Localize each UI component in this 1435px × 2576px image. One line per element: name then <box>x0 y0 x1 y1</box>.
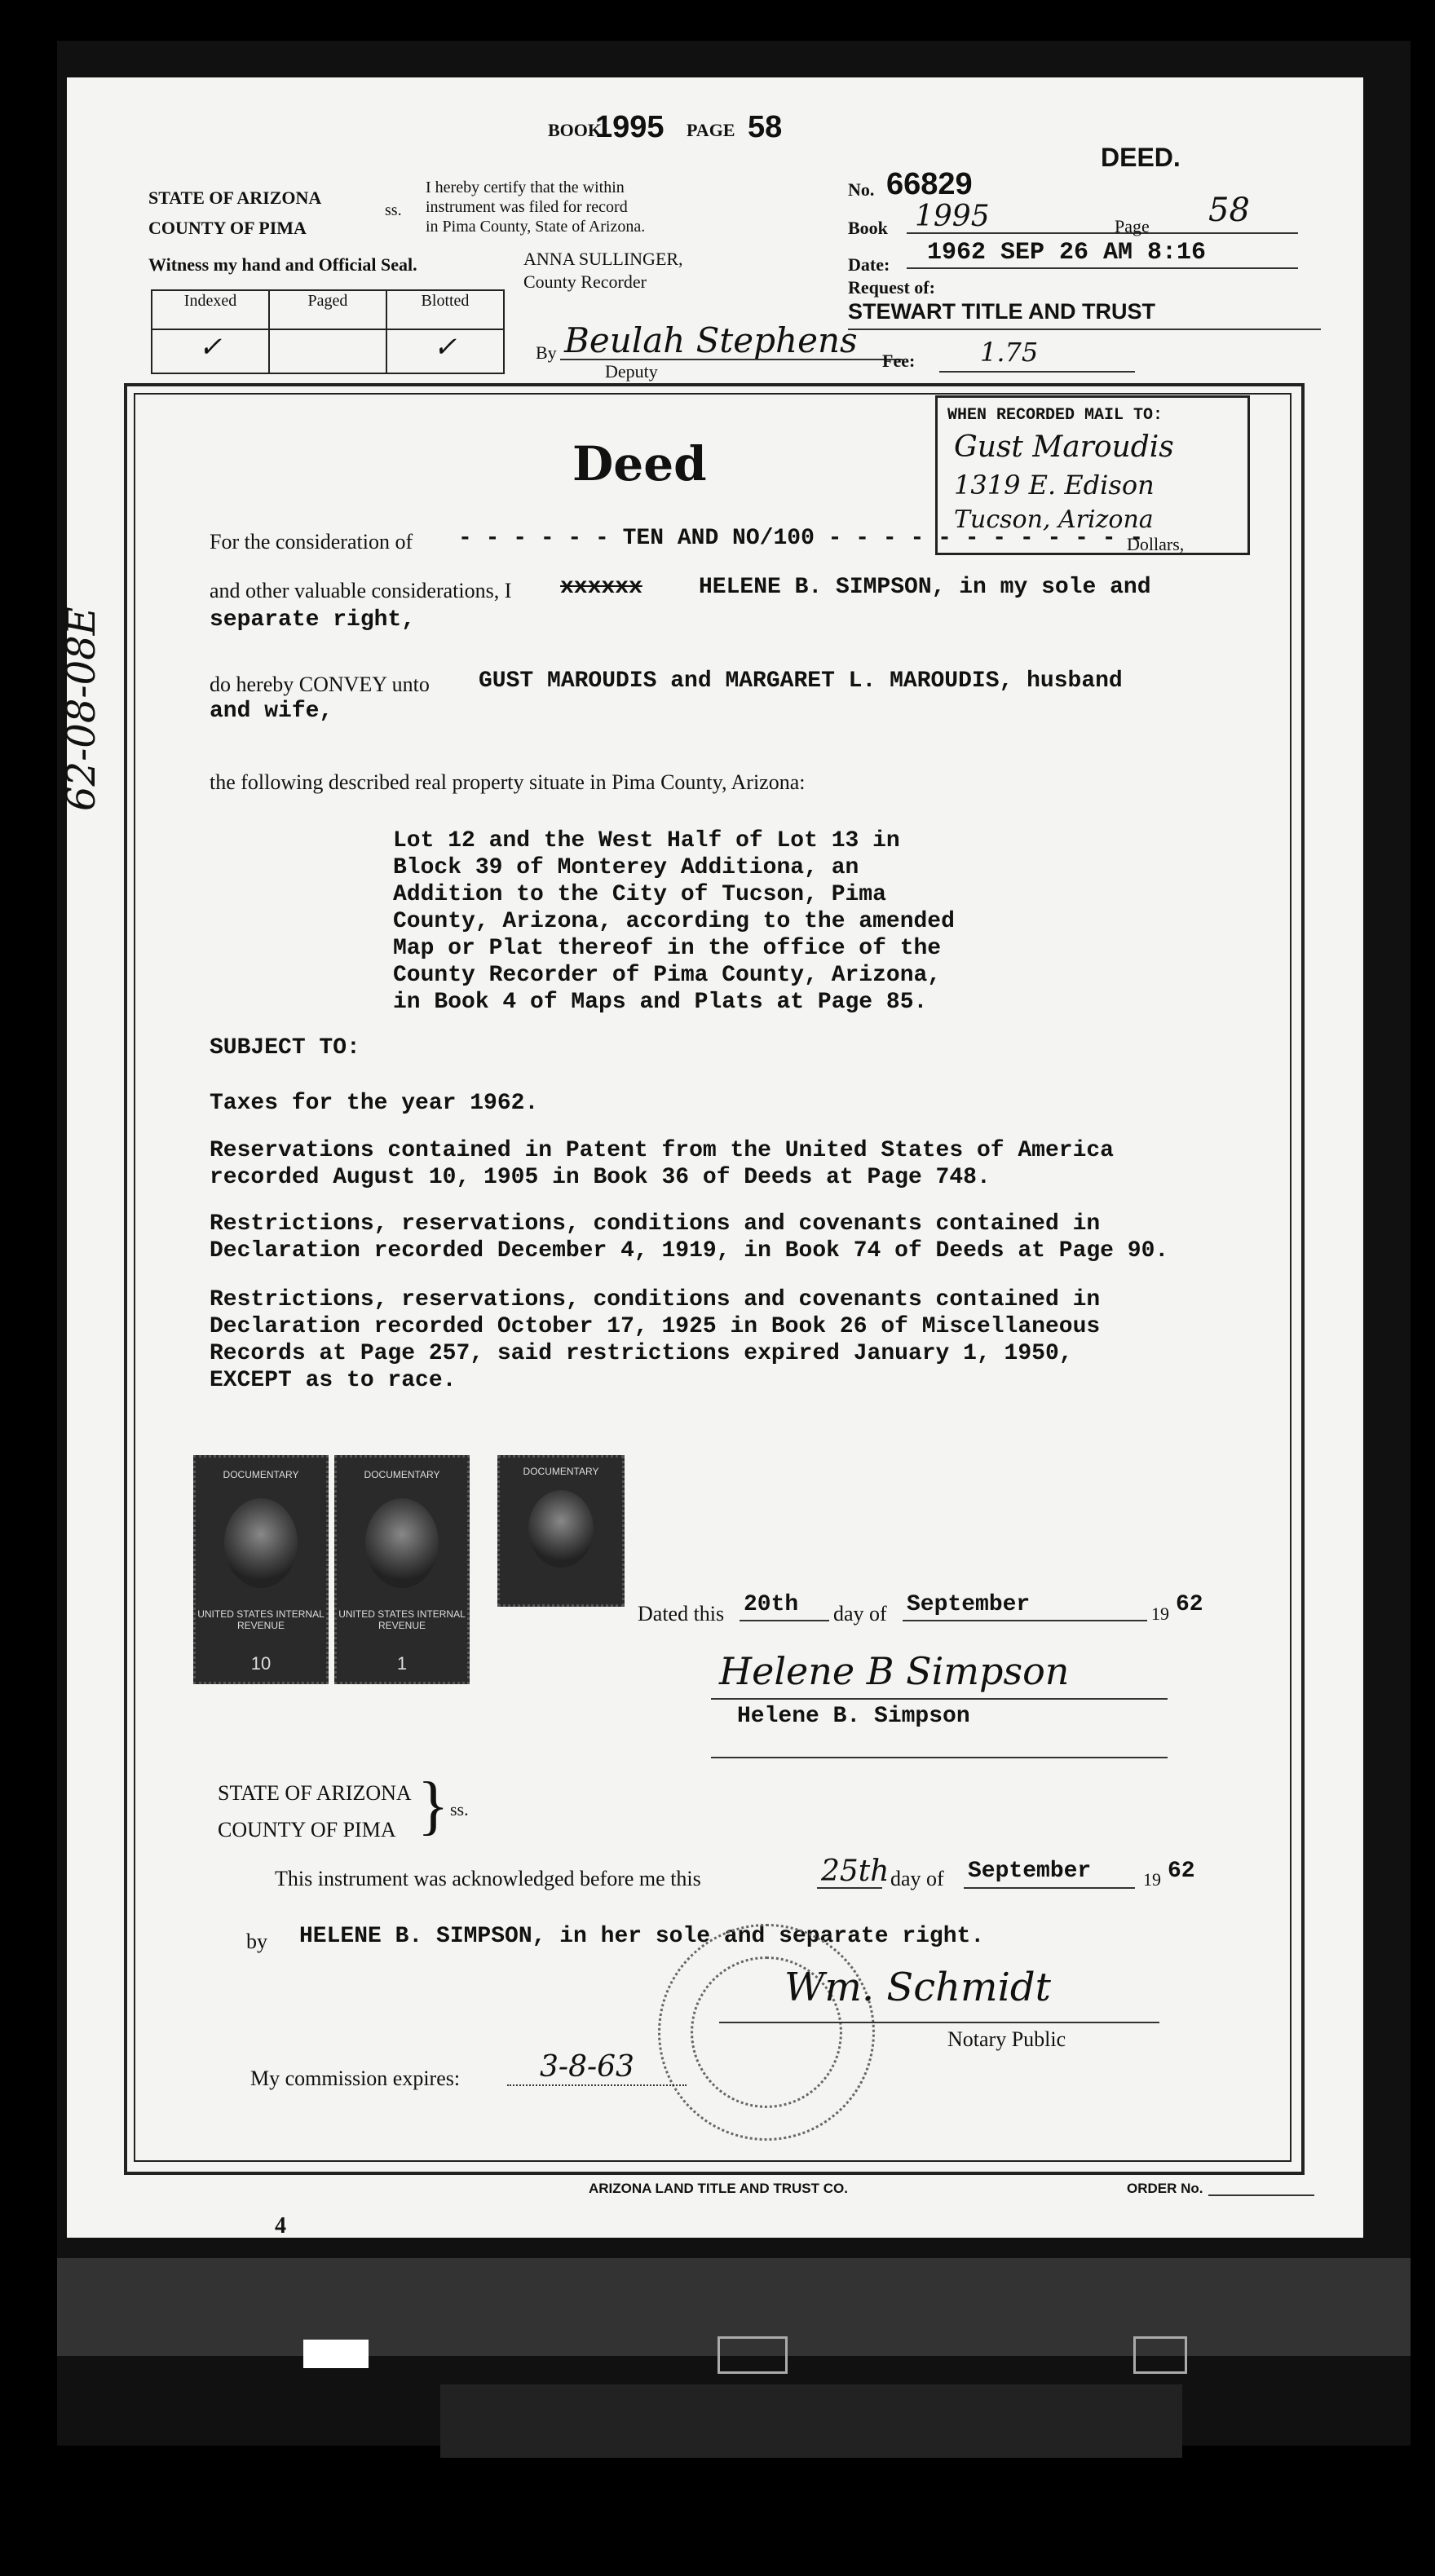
subject-to: SUBJECT TO: <box>210 1035 360 1061</box>
request-label: Request of: <box>848 277 935 298</box>
deed-title: Deed <box>572 436 707 492</box>
fee-value: 1.75 <box>980 337 1039 368</box>
other-considerations: and other valuable considerations, I <box>210 579 512 602</box>
recorder-name: ANNA SULLINGER, <box>523 249 683 269</box>
index-mark-paged <box>269 329 386 373</box>
record-book-label: Book <box>848 218 888 238</box>
index-header-paged: Paged <box>269 290 386 329</box>
notary-title: Notary Public <box>947 2027 1066 2051</box>
commission-value: 3-8-63 <box>540 2050 634 2084</box>
grantor: HELENE B. SIMPSON, in my sole and <box>699 575 1151 600</box>
footer-order-label: ORDER No. <box>1127 2181 1203 2196</box>
dated-day-of: day of <box>833 1602 887 1625</box>
restriction-line: Declaration recorded October 17, 1925 in Book 26 of Miscellaneous <box>210 1314 1101 1339</box>
notary-signature: Wm. Schmidt <box>784 1965 1051 2010</box>
taxes-line: Taxes for the year 1962. <box>210 1091 539 1116</box>
restriction-line: EXCEPT as to race. <box>210 1368 457 1393</box>
recorder-title: County Recorder <box>523 271 647 292</box>
record-date-label: Date: <box>848 254 890 275</box>
grantees-2: and wife, <box>210 699 333 724</box>
record-number: 66829 <box>886 167 973 201</box>
grantor-typed-name: Helene B. Simpson <box>737 1704 970 1729</box>
index-header-blotted: Blotted <box>386 290 504 329</box>
stamp-portrait <box>365 1498 439 1588</box>
stamp-bottom-text: UNITED STATES INTERNAL REVENUE <box>197 1608 325 1631</box>
footer-company: ARIZONA LAND TITLE AND TRUST CO. <box>589 2181 848 2196</box>
ack-year: 62 <box>1168 1859 1195 1884</box>
ack-ss: ss. <box>450 1799 469 1820</box>
grantor-2: separate right, <box>210 607 416 633</box>
fee-label: Fee: <box>882 351 916 371</box>
book-label: BOOK <box>548 120 603 140</box>
mail-to-line3: Tucson, Arizona <box>954 505 1154 534</box>
ack-year-prefix: 19 <box>1143 1869 1161 1890</box>
consideration-value: - - - - - - TEN AND NO/100 - - - - - - - - - - - - <box>458 526 1144 551</box>
reservations <box>210 1137 1114 1191</box>
cert-text-3: in Pima County, State of Arizona. <box>426 218 646 236</box>
deed-page: BOOK 1995 PAGE 58 DEED. STATE OF ARIZONA COUNTY OF PIMA ss. I hereby certify that the within instrument was filed for record in Pima County, State of Arizona. Witness my hand and Official Seal. ANNA SULLINGER, County Recorder Indexed Paged Blotted ✓ ✓ By Beulah Stephens Deputy No. 66829 Book 1995 Page 58 Date: 1962 SEP 26 AM 8:16 Request of: STEWART TITLE AND TRUST Fee: 1.75 WHEN RECORDED MAIL TO: Gust Maroudis 1319 E. Edison Tucson, Arizona Deed For the consideration of - - - - - - TEN AND NO/100 - - - - - - - - - - - - Dollars, and other valuable considerations, I xxxxxx HELENE B. SIMPSON, in my sole and separate right, do hereby CONVEY unto GUST MAROUDIS and MARGARET L. MAROUDIS, husband and wife, the following described real property situate in Pima County, Arizona: Lot 12 and the West Half of Lot 13 in Block 39 of Monterey Additiona, an Addition to the City of Tucson, Pima County, Arizona, according to the amended Map or Plat thereof in the office of the County Recorder of Pima County, Arizona, in Book 4 of Maps and Plats at Page 85. SUBJECT TO: Taxes for the year 1962. Reservations contained in Patent from the United States of America recorded August 10, 1905 in Book 36 of Deeds at Page 748. Restrictions, reservations, conditions and covenants contained in Declaration recorded December 4, 1919, in Book 74 of Deeds at Page 90. Restrictions, reservations, conditions and covenants contained in Declaration recorded October 17, 1925 in Book 26 of Miscellaneous Records at Page 257, said restrictions expired January 1, 1950, EXCEPT as to race. DOCUMENTARY UNITED STATES INTERNAL REVENUE 10 DOCUMENTARY UNITED STATES INTERNAL REVENUE 1 DOCUMENTARY Dated this 20th day of September 19 62 Helene B Simpson Helene B. Simpson STATE OF ARIZONA COUNTY OF PIMA } ss. This instrument was acknowledged before me this 25th day of September 19 62 by HELENE B. SIMPSON, in her sole and separate right. Wm. Schmidt Notary Public My commission expires: 3-8-63 ARIZONA LAND TITLE AND TRUST CO. ORDER No. 4 62-08-08E <box>67 77 1363 2238</box>
footer-page-mark: 4 <box>275 2213 286 2239</box>
record-page-label: Page <box>1115 216 1150 236</box>
reservation-line: recorded August 10, 1905 in Book 36 of Deeds at Page 748. <box>210 1165 991 1190</box>
legal-line: Map or Plat thereof in the office of the <box>393 936 942 961</box>
revenue-stamp-3 <box>497 1455 625 1607</box>
scanner-marker-left <box>303 2340 369 2368</box>
by-label: By <box>536 342 557 363</box>
legal-description <box>393 827 955 1016</box>
legal-line: Addition to the City of Tucson, Pima <box>393 882 886 907</box>
ack-by-value: HELENE B. SIMPSON, in her sole and separate right. <box>299 1924 985 1949</box>
record-date-value: 1962 SEP 26 AM 8:16 <box>927 239 1207 267</box>
stamp-portrait <box>528 1490 594 1568</box>
page-label: PAGE <box>687 120 735 140</box>
ack-by-label: by <box>246 1930 267 1953</box>
scanner-marker-right <box>1133 2336 1187 2374</box>
restrictions-1 <box>210 1211 1168 1264</box>
cert-text-2: instrument was filed for record <box>426 198 628 216</box>
restriction-line: Restrictions, reservations, conditions and covenants contained in <box>210 1287 1101 1312</box>
stamp-denomination: 1 <box>396 1653 408 1674</box>
mail-to-line1: Gust Maroudis <box>954 430 1174 464</box>
page-number: 58 <box>748 110 783 144</box>
consideration-label: For the consideration of <box>210 530 413 554</box>
convey-label: do hereby CONVEY unto <box>210 673 430 696</box>
legal-line: Lot 12 and the West Half of Lot 13 in <box>393 828 900 854</box>
margin-note: 62-08-08E <box>59 607 104 811</box>
legal-line: in Book 4 of Maps and Plats at Page 85. <box>393 990 928 1015</box>
revenue-stamp-2 <box>334 1455 470 1684</box>
ack-day-of: day of <box>890 1867 944 1890</box>
restriction-line: Restrictions, reservations, conditions and covenants contained in <box>210 1211 1101 1237</box>
stamp-top-text: DOCUMENTARY <box>523 1466 599 1477</box>
reservation-line: Reservations contained in Patent from the United States of America <box>210 1138 1114 1163</box>
record-page-value: 58 <box>1208 192 1250 229</box>
restriction-line: Declaration recorded December 4, 1919, in Book 74 of Deeds at Page 90. <box>210 1238 1169 1264</box>
index-header-indexed: Indexed <box>152 290 269 329</box>
ack-county: COUNTY OF PIMA <box>218 1818 396 1842</box>
dated-year: 62 <box>1176 1592 1203 1617</box>
book-number: 1995 <box>595 110 665 144</box>
deputy-label: Deputy <box>605 361 658 382</box>
ack-state: STATE OF ARIZONA <box>218 1781 412 1805</box>
ack-text: This instrument was acknowledged before me this <box>275 1867 701 1890</box>
legal-line: Block 39 of Monterey Additiona, an <box>393 855 859 880</box>
struck-text: xxxxxx <box>560 575 642 600</box>
deputy-signature: Beulah Stephens <box>564 320 858 360</box>
grantees: GUST MAROUDIS and MARGARET L. MAROUDIS, husband <box>479 668 1123 694</box>
restriction-line: Records at Page 257, said restrictions expired January 1, 1950, <box>210 1341 1073 1366</box>
restrictions-2 <box>210 1286 1100 1394</box>
dated-year-prefix: 19 <box>1151 1603 1169 1624</box>
index-mark-indexed: ✓ <box>152 329 269 373</box>
index-mark-blotted: ✓ <box>386 329 504 373</box>
ack-day: 25th <box>821 1855 890 1888</box>
mail-to-line2: 1319 E. Edison <box>954 470 1155 501</box>
cert-state: STATE OF ARIZONA <box>148 187 322 208</box>
stamp-top-text: DOCUMENTARY <box>223 1469 299 1480</box>
legal-line: County, Arizona, according to the amended <box>393 909 955 934</box>
witness-line: Witness my hand and Official Seal. <box>148 254 417 275</box>
record-book-value: 1995 <box>915 200 990 233</box>
stamp-denomination: 10 <box>250 1653 272 1674</box>
deed-stamp: DEED. <box>1101 143 1181 172</box>
ack-month: September <box>968 1859 1092 1884</box>
stamp-bottom-text: UNITED STATES INTERNAL REVENUE <box>338 1608 466 1631</box>
commission-label: My commission expires: <box>250 2067 461 2090</box>
dated-day: 20th <box>744 1592 799 1617</box>
grantor-signature: Helene B Simpson <box>719 1649 1070 1693</box>
index-table <box>151 289 505 374</box>
legal-line: County Recorder of Pima County, Arizona, <box>393 963 942 988</box>
stamp-top-text: DOCUMENTARY <box>364 1469 440 1480</box>
cert-text-1: I hereby certify that the within <box>426 179 625 196</box>
dated-label: Dated this <box>638 1602 725 1625</box>
revenue-stamp-1 <box>193 1455 329 1684</box>
dated-month: September <box>907 1592 1031 1617</box>
cert-ss: ss. <box>385 201 402 219</box>
stamp-portrait <box>224 1498 298 1588</box>
record-no-label: No. <box>848 179 875 200</box>
scanner-marker-center <box>718 2336 788 2374</box>
mail-to-heading: WHEN RECORDED MAIL TO: <box>947 406 1163 425</box>
cert-county: COUNTY OF PIMA <box>148 218 307 238</box>
request-value: STEWART TITLE AND TRUST <box>848 299 1155 324</box>
property-intro: the following described real property situate in Pima County, Arizona: <box>210 770 806 794</box>
dollars-label: Dollars, <box>1127 534 1185 554</box>
